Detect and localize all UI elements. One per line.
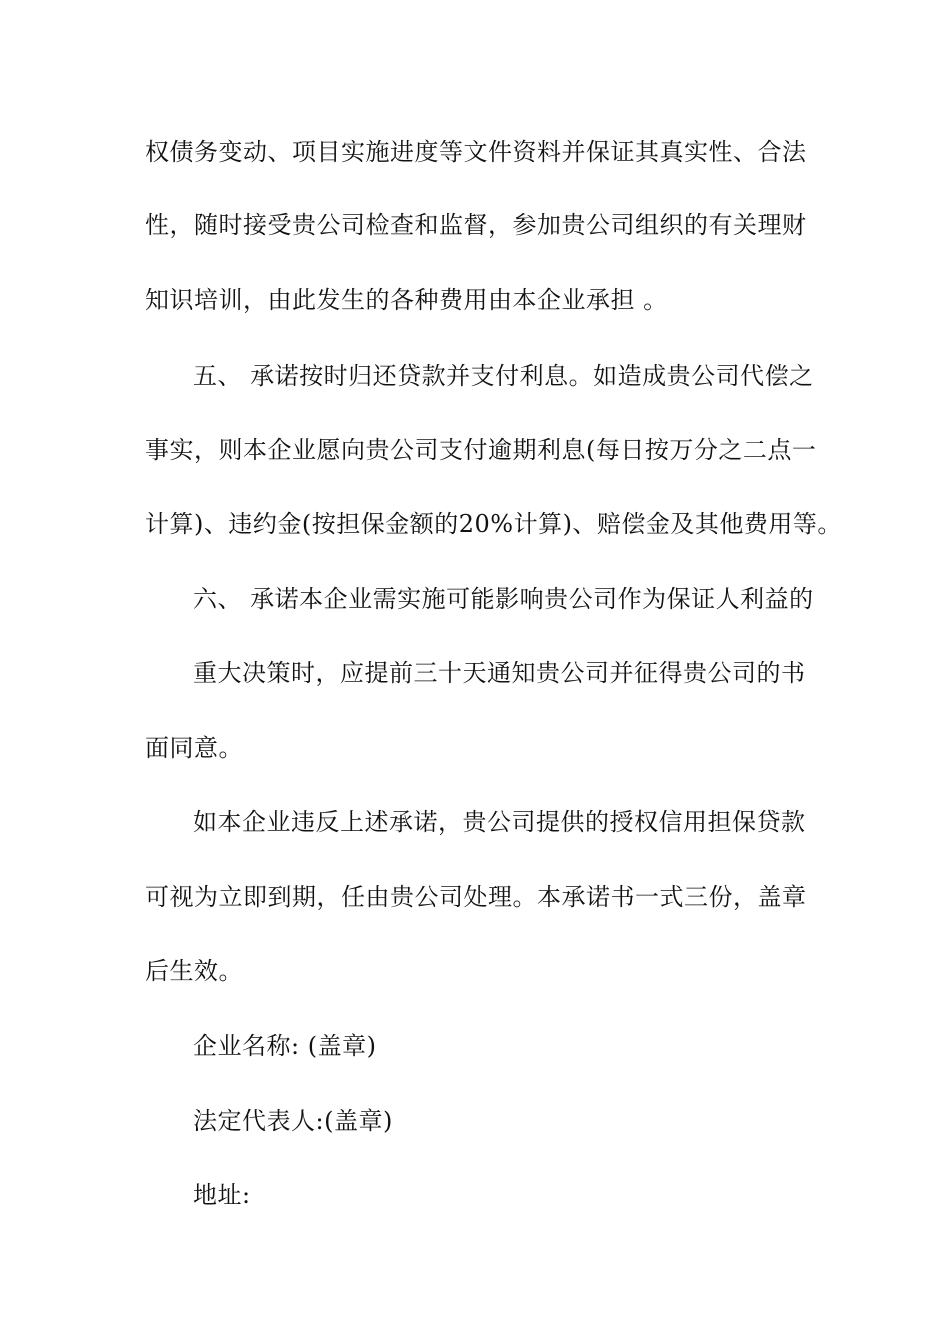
closing-paragraph-line: 如本企业违反上述承诺，贵公司提供的授权信用担保贷款 <box>193 808 806 836</box>
clause-six-line: 六、 承诺本企业需实施可能影响贵公司作为保证人利益的 <box>193 585 814 613</box>
paragraph-line: 权债务变动、项目实施进度等文件资料并保证其真实性、合法 <box>145 138 807 166</box>
paragraph-line: 知识培训，由此发生的各种费用由本企业承担 。 <box>145 286 668 314</box>
company-name-field: 企业名称: (盖章) <box>193 1032 377 1060</box>
paragraph-line: 后生效。 <box>145 957 243 985</box>
clause-five-line: 五、 承诺按时归还贷款并支付利息。如造成贵公司代偿之 <box>193 362 814 390</box>
paragraph-line: 面同意。 <box>145 734 243 762</box>
legal-representative-field: 法定代表人:(盖章) <box>193 1107 393 1135</box>
paragraph-line: 可视为立即到期，任由贵公司处理。本承诺书一式三份，盖章 <box>145 883 807 911</box>
paragraph-line: 计算)、违约金(按担保金额的20%计算)、赔偿金及其他费用等。 <box>145 510 842 538</box>
paragraph-line: 性，随时接受贵公司检查和监督，参加贵公司组织的有关理财 <box>145 211 807 239</box>
address-field: 地址: <box>193 1181 251 1209</box>
paragraph-line: 重大决策时，应提前三十天通知贵公司并征得贵公司的书 <box>193 659 806 687</box>
paragraph-line: 事实，则本企业愿向贵公司支付逾期利息(每日按万分之二点一 <box>145 436 817 464</box>
